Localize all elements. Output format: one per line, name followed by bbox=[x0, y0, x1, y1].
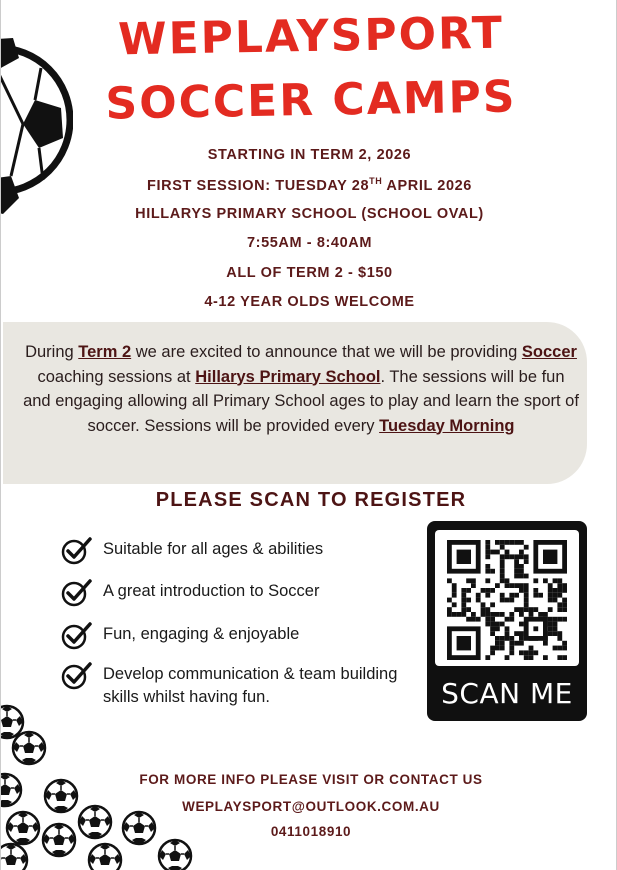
feature-label: Suitable for all ages & abilities bbox=[103, 540, 324, 558]
feature-item bbox=[61, 577, 421, 607]
scan-heading: PLEASE SCAN TO REGISTER bbox=[155, 489, 467, 511]
footer-phone[interactable]: 0411018910 bbox=[270, 824, 352, 839]
footer-contact-line: FOR MORE INFO PLEASE VISIT OR CONTACT US bbox=[139, 772, 483, 787]
info-first-session: FIRST SESSION: TUESDAY 28TH APRIL 2026 bbox=[147, 176, 472, 194]
feature-item bbox=[61, 535, 421, 565]
qr-code-icon[interactable] bbox=[445, 540, 569, 660]
title-line-1: WEPLAYSPORT bbox=[117, 7, 505, 66]
feature-label: Fun, engaging & enjoyable bbox=[103, 625, 300, 643]
feature-label: A great introduction to Soccer bbox=[103, 582, 320, 600]
info-location: HILLARYS PRIMARY SCHOOL (SCHOOL OVAL) bbox=[135, 206, 484, 222]
intro-paragraph: During Term 2 we are excited to announce that we will be providing Soccer coaching sessions at Hillarys Primary School. The sessions will be fun and engaging allowing all Primary School ages to play and learn the sport of soccer. Sessions will be provided every Tuesday Morning bbox=[23, 343, 579, 435]
check-circle-icon bbox=[61, 620, 93, 650]
check-circle-icon bbox=[61, 577, 93, 607]
info-price: ALL OF TERM 2 - $150 bbox=[226, 265, 393, 281]
feature-item bbox=[61, 620, 421, 650]
check-circle-icon bbox=[61, 535, 93, 565]
info-ages: 4-12 YEAR OLDS WELCOME bbox=[204, 294, 415, 310]
scan-me-label: SCAN ME bbox=[441, 677, 573, 710]
title-line-2: SOCCER CAMPS bbox=[105, 71, 517, 130]
footer-email[interactable]: WEPLAYSPORT@OUTLOOK.COM.AU bbox=[182, 799, 440, 814]
feature-label: Develop communication & team building skills whilst having fun. bbox=[103, 665, 398, 706]
feature-item bbox=[61, 660, 421, 709]
info-time: 7:55AM - 8:40AM bbox=[246, 235, 373, 251]
check-circle-icon bbox=[61, 660, 93, 690]
info-start-term: STARTING IN TERM 2, 2026 bbox=[207, 147, 412, 163]
